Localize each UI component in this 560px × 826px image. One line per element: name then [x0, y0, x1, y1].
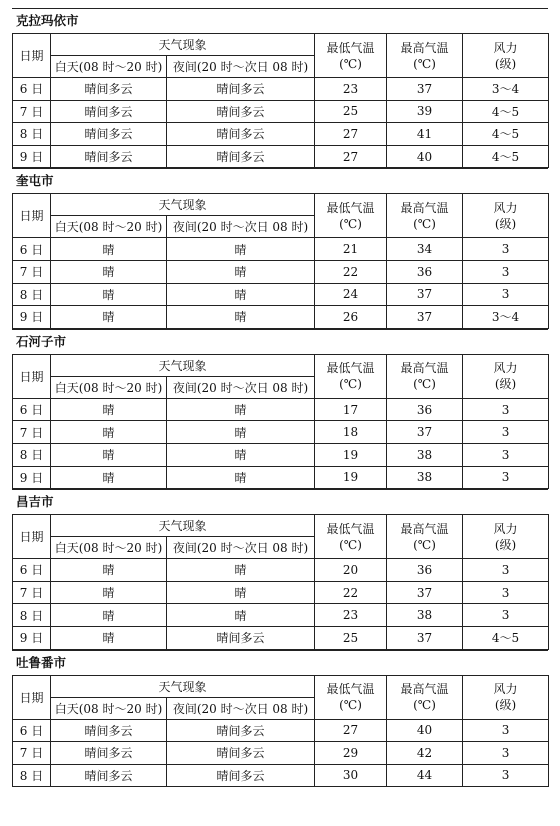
cell-night-weather: 晴 — [167, 443, 315, 466]
cell-date: 8 日 — [13, 123, 51, 146]
cell-max-temp: 41 — [387, 123, 463, 146]
cell-wind: 3 — [463, 604, 549, 627]
table-row — [13, 145, 549, 168]
header-wind — [463, 515, 549, 559]
cell-wind: 3 — [463, 398, 549, 421]
cell-min-temp: 17 — [315, 398, 387, 421]
header-max-temp-unit: (℃) — [413, 377, 436, 392]
cell-day-weather: 晴 — [51, 238, 167, 261]
header-wind-label: 风力 — [493, 200, 518, 215]
city-title: 石河子市 — [12, 329, 548, 354]
cell-wind: 3 — [463, 238, 549, 261]
header-min-temp-unit: (℃) — [339, 698, 362, 712]
cell-wind: 3 — [463, 283, 549, 306]
cell-wind: 3 — [463, 559, 549, 582]
cell-day-weather: 晴 — [51, 283, 167, 306]
cell-day-weather: 晴 — [51, 559, 167, 582]
table-row — [13, 764, 549, 787]
cell-night-weather: 晴间多云 — [167, 145, 315, 168]
cell-max-temp: 36 — [387, 559, 463, 582]
header-min-temp — [315, 675, 387, 719]
header-date: 日期 — [13, 194, 51, 238]
header-weather: 天气现象 — [51, 34, 315, 56]
table-row — [13, 626, 549, 649]
forecast-table — [12, 33, 549, 168]
cell-max-temp: 37 — [387, 306, 463, 329]
cell-wind: 3 — [463, 764, 549, 787]
cell-date: 8 日 — [13, 604, 51, 627]
city-block — [12, 168, 548, 328]
header-max-temp — [387, 675, 463, 719]
header-row — [13, 34, 549, 56]
cell-max-temp: 37 — [387, 421, 463, 444]
cell-wind: 4～5 — [463, 626, 549, 649]
header-min-temp-unit: (℃) — [339, 537, 362, 552]
cell-date: 8 日 — [13, 764, 51, 787]
cell-max-temp: 37 — [387, 78, 463, 101]
cell-min-temp: 21 — [315, 238, 387, 261]
table-row — [13, 443, 549, 466]
forecast-document — [12, 8, 548, 787]
city-title: 吐鲁番市 — [12, 650, 548, 675]
cell-date: 7 日 — [13, 260, 51, 283]
cell-day-weather: 晴 — [51, 626, 167, 649]
cell-date: 6 日 — [13, 398, 51, 421]
forecast-table — [12, 193, 549, 328]
forecast-table — [12, 675, 549, 788]
cell-day-weather: 晴 — [51, 443, 167, 466]
header-max-temp-label: 最高气温 — [400, 521, 449, 536]
cell-night-weather: 晴 — [167, 604, 315, 627]
cell-date: 6 日 — [13, 719, 51, 742]
cell-day-weather: 晴间多云 — [51, 78, 167, 101]
cell-min-temp: 24 — [315, 283, 387, 306]
header-min-temp-label: 最低气温 — [326, 521, 375, 536]
cell-max-temp: 40 — [387, 719, 463, 742]
table-row — [13, 100, 549, 123]
header-row — [13, 194, 549, 216]
table-row — [13, 581, 549, 604]
table-row — [13, 421, 549, 444]
cell-date: 6 日 — [13, 78, 51, 101]
cell-day-weather: 晴间多云 — [51, 764, 167, 787]
cell-max-temp: 37 — [387, 581, 463, 604]
header-min-temp-label: 最低气温 — [326, 200, 375, 215]
header-day: 白天(08 时～20 时) — [51, 697, 167, 719]
header-max-temp-unit: (℃) — [413, 698, 436, 712]
cell-max-temp: 40 — [387, 145, 463, 168]
table-row — [13, 398, 549, 421]
header-wind-label: 风力 — [493, 521, 518, 536]
city-title: 奎屯市 — [12, 168, 548, 193]
cell-max-temp: 38 — [387, 604, 463, 627]
cell-min-temp: 23 — [315, 78, 387, 101]
header-max-temp-unit: (℃) — [413, 56, 436, 71]
cell-date: 9 日 — [13, 306, 51, 329]
header-wind — [463, 354, 549, 398]
table-row — [13, 78, 549, 101]
cell-date: 7 日 — [13, 742, 51, 765]
cell-day-weather: 晴 — [51, 398, 167, 421]
cell-day-weather: 晴间多云 — [51, 145, 167, 168]
cell-max-temp: 42 — [387, 742, 463, 765]
header-max-temp-unit: (℃) — [413, 537, 436, 552]
header-wind — [463, 194, 549, 238]
cell-min-temp: 27 — [315, 145, 387, 168]
table-row — [13, 742, 549, 765]
header-row — [13, 675, 549, 697]
header-min-temp — [315, 354, 387, 398]
cell-date: 8 日 — [13, 283, 51, 306]
cell-date: 9 日 — [13, 626, 51, 649]
header-wind — [463, 34, 549, 78]
header-date: 日期 — [13, 34, 51, 78]
forecast-table — [12, 514, 549, 649]
cell-wind: 3 — [463, 581, 549, 604]
cell-day-weather: 晴 — [51, 306, 167, 329]
header-wind — [463, 675, 549, 719]
cell-min-temp: 25 — [315, 626, 387, 649]
cell-date: 9 日 — [13, 466, 51, 489]
header-min-temp-label: 最低气温 — [326, 361, 375, 376]
header-weather: 天气现象 — [51, 515, 315, 537]
cell-night-weather: 晴间多云 — [167, 100, 315, 123]
header-min-temp-label: 最低气温 — [326, 40, 375, 55]
city-block — [12, 650, 548, 788]
cell-min-temp: 19 — [315, 443, 387, 466]
header-min-temp — [315, 515, 387, 559]
cell-max-temp: 34 — [387, 238, 463, 261]
header-row — [13, 515, 549, 537]
header-min-temp-unit: (℃) — [339, 56, 362, 71]
cell-min-temp: 19 — [315, 466, 387, 489]
header-wind-label: 风力 — [493, 40, 518, 55]
header-row — [13, 354, 549, 376]
cell-date: 8 日 — [13, 443, 51, 466]
cell-min-temp: 26 — [315, 306, 387, 329]
table-row — [13, 283, 549, 306]
cell-min-temp: 23 — [315, 604, 387, 627]
header-max-temp — [387, 515, 463, 559]
cell-date: 9 日 — [13, 145, 51, 168]
cell-date: 7 日 — [13, 421, 51, 444]
table-row — [13, 123, 549, 146]
header-wind-unit: (级) — [494, 537, 517, 552]
cell-night-weather: 晴间多云 — [167, 742, 315, 765]
header-day: 白天(08 时～20 时) — [51, 376, 167, 398]
cell-wind: 3 — [463, 443, 549, 466]
cell-wind: 3～4 — [463, 78, 549, 101]
header-wind-unit: (级) — [494, 56, 517, 71]
cell-night-weather: 晴 — [167, 306, 315, 329]
cell-wind: 3 — [463, 421, 549, 444]
cell-min-temp: 22 — [315, 581, 387, 604]
cell-min-temp: 27 — [315, 719, 387, 742]
header-wind-unit: (级) — [494, 377, 517, 392]
cell-date: 6 日 — [13, 238, 51, 261]
cell-max-temp: 38 — [387, 466, 463, 489]
city-title: 昌吉市 — [12, 489, 548, 514]
cell-max-temp: 36 — [387, 398, 463, 421]
cell-max-temp: 38 — [387, 443, 463, 466]
cell-night-weather: 晴 — [167, 398, 315, 421]
cell-date: 7 日 — [13, 100, 51, 123]
header-min-temp-label: 最低气温 — [326, 682, 375, 696]
header-night: 夜间(20 时～次日 08 时) — [167, 56, 315, 78]
header-min-temp — [315, 34, 387, 78]
header-min-temp — [315, 194, 387, 238]
cell-night-weather: 晴 — [167, 581, 315, 604]
header-weather: 天气现象 — [51, 354, 315, 376]
cell-night-weather: 晴间多云 — [167, 626, 315, 649]
cell-night-weather: 晴间多云 — [167, 123, 315, 146]
cell-day-weather: 晴间多云 — [51, 123, 167, 146]
header-min-temp-unit: (℃) — [339, 377, 362, 392]
header-night: 夜间(20 时～次日 08 时) — [167, 537, 315, 559]
cell-night-weather: 晴 — [167, 466, 315, 489]
cell-wind: 3 — [463, 260, 549, 283]
city-block — [12, 8, 548, 168]
table-row — [13, 466, 549, 489]
header-max-temp — [387, 34, 463, 78]
header-date: 日期 — [13, 675, 51, 719]
cell-min-temp: 30 — [315, 764, 387, 787]
cell-day-weather: 晴间多云 — [51, 719, 167, 742]
table-row — [13, 719, 549, 742]
cell-max-temp: 37 — [387, 283, 463, 306]
cell-wind: 4～5 — [463, 123, 549, 146]
city-title: 克拉玛依市 — [12, 8, 548, 33]
cell-min-temp: 20 — [315, 559, 387, 582]
header-max-temp-label: 最高气温 — [400, 361, 449, 376]
city-block — [12, 489, 548, 649]
cell-min-temp: 18 — [315, 421, 387, 444]
cell-wind: 3 — [463, 742, 549, 765]
header-min-temp-unit: (℃) — [339, 216, 362, 231]
cell-max-temp: 36 — [387, 260, 463, 283]
header-day: 白天(08 时～20 时) — [51, 537, 167, 559]
table-row — [13, 559, 549, 582]
cell-night-weather: 晴 — [167, 559, 315, 582]
cell-min-temp: 27 — [315, 123, 387, 146]
header-max-temp — [387, 194, 463, 238]
cell-max-temp: 37 — [387, 626, 463, 649]
header-weather: 天气现象 — [51, 675, 315, 697]
header-day: 白天(08 时～20 时) — [51, 216, 167, 238]
cell-wind: 4～5 — [463, 100, 549, 123]
cell-day-weather: 晴间多云 — [51, 742, 167, 765]
cell-date: 6 日 — [13, 559, 51, 582]
header-day: 白天(08 时～20 时) — [51, 56, 167, 78]
cell-night-weather: 晴 — [167, 283, 315, 306]
header-night: 夜间(20 时～次日 08 时) — [167, 697, 315, 719]
header-max-temp — [387, 354, 463, 398]
cell-night-weather: 晴间多云 — [167, 78, 315, 101]
cell-night-weather: 晴间多云 — [167, 764, 315, 787]
table-row — [13, 604, 549, 627]
cell-day-weather: 晴间多云 — [51, 100, 167, 123]
forecast-table — [12, 354, 549, 489]
cell-night-weather: 晴 — [167, 260, 315, 283]
city-block — [12, 329, 548, 489]
header-weather: 天气现象 — [51, 194, 315, 216]
header-max-temp-unit: (℃) — [413, 216, 436, 231]
cell-wind: 3～4 — [463, 306, 549, 329]
cell-min-temp: 29 — [315, 742, 387, 765]
table-row — [13, 306, 549, 329]
header-date: 日期 — [13, 354, 51, 398]
header-date: 日期 — [13, 515, 51, 559]
cell-wind: 3 — [463, 719, 549, 742]
table-row — [13, 238, 549, 261]
header-wind-unit: (级) — [494, 216, 517, 231]
cell-wind: 3 — [463, 466, 549, 489]
header-night: 夜间(20 时～次日 08 时) — [167, 216, 315, 238]
header-wind-label: 风力 — [493, 682, 518, 696]
header-max-temp-label: 最高气温 — [400, 200, 449, 215]
cell-night-weather: 晴 — [167, 421, 315, 444]
cell-night-weather: 晴 — [167, 238, 315, 261]
header-night: 夜间(20 时～次日 08 时) — [167, 376, 315, 398]
cell-wind: 4～5 — [463, 145, 549, 168]
cell-day-weather: 晴 — [51, 604, 167, 627]
header-wind-unit: (级) — [494, 698, 517, 712]
cell-min-temp: 22 — [315, 260, 387, 283]
header-wind-label: 风力 — [493, 361, 518, 376]
cell-day-weather: 晴 — [51, 466, 167, 489]
cell-date: 7 日 — [13, 581, 51, 604]
table-row — [13, 260, 549, 283]
header-max-temp-label: 最高气温 — [400, 682, 449, 696]
cell-day-weather: 晴 — [51, 581, 167, 604]
cell-max-temp: 44 — [387, 764, 463, 787]
cell-max-temp: 39 — [387, 100, 463, 123]
cell-night-weather: 晴间多云 — [167, 719, 315, 742]
cell-min-temp: 25 — [315, 100, 387, 123]
cell-day-weather: 晴 — [51, 260, 167, 283]
cell-day-weather: 晴 — [51, 421, 167, 444]
header-max-temp-label: 最高气温 — [400, 40, 449, 55]
